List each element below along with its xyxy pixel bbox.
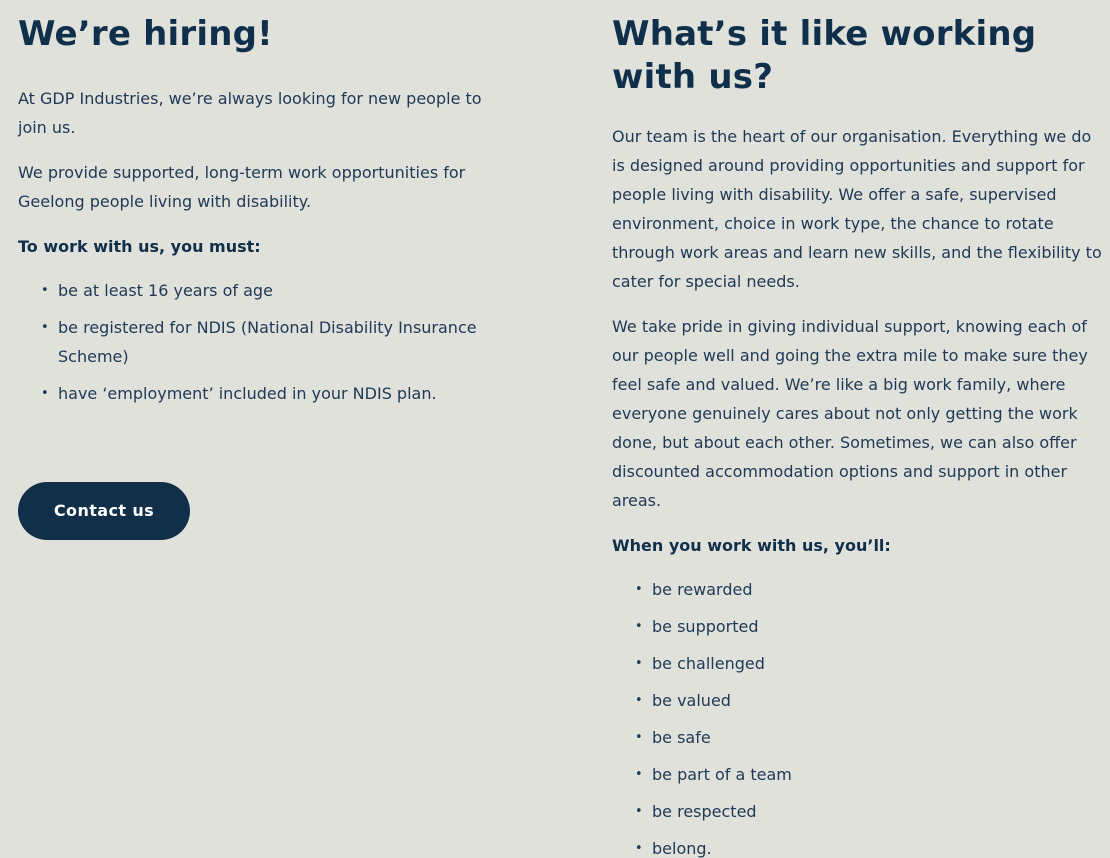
bullet-icon: • — [41, 386, 49, 401]
requirements-list — [18, 276, 508, 408]
requirement-item — [41, 276, 508, 305]
bullet-icon: • — [41, 320, 49, 335]
requirement-text: be at least 16 years of age — [58, 281, 273, 300]
bullet-icon: • — [635, 730, 643, 745]
bullet-icon: • — [635, 804, 643, 819]
benefit-item — [635, 686, 1102, 715]
contact-us-button[interactable]: Contact us — [18, 482, 190, 540]
bullet-icon: • — [635, 693, 643, 708]
support-paragraph: We take pride in giving individual support, knowing each of our people well and going the extra mile to make sure they feel safe and valued. We’re like a big work family, where everyone genuinely cares about not only getting the work done, but about each other. Sometimes, we can also offer discounted accommodation options and support in other areas. — [612, 317, 1088, 510]
bullet-icon: • — [41, 283, 49, 298]
benefit-item — [635, 612, 1102, 641]
benefit-text: be challenged — [652, 654, 765, 673]
benefit-item — [635, 649, 1102, 678]
benefit-item — [635, 834, 1102, 858]
hiring-section — [18, 0, 508, 520]
hiring-title: We’re hiring! — [18, 14, 273, 54]
bullet-icon: • — [635, 619, 643, 634]
benefit-text: be safe — [652, 728, 711, 747]
bullet-icon: • — [635, 582, 643, 597]
benefit-item — [635, 575, 1102, 604]
requirements-heading: To work with us, you must: — [18, 237, 261, 256]
requirement-text: have ‘employment’ included in your NDIS plan. — [58, 384, 437, 403]
benefits-heading: When you work with us, you’ll: — [612, 536, 891, 555]
hiring-intro-paragraph: At GDP Industries, we’re always looking for new people to join us. — [18, 89, 482, 137]
working-title: What’s it like working with us? — [612, 14, 1037, 97]
team-paragraph: Our team is the heart of our organisation. Everything we do is designed around providing opportunities and support for people living with disability. We offer a safe, supervised environment, choice in work type, the chance to rotate through work areas and learn new skills, and the flexibility to cater for special needs. — [612, 127, 1102, 291]
benefit-text: be supported — [652, 617, 759, 636]
requirement-item — [41, 379, 508, 408]
benefit-item — [635, 723, 1102, 752]
benefit-text: be part of a team — [652, 765, 792, 784]
benefit-text: be rewarded — [652, 580, 753, 599]
benefit-text: belong. — [652, 839, 712, 858]
working-with-us-section — [612, 0, 1102, 858]
requirement-text: be registered for NDIS (National Disability Insurance Scheme) — [58, 318, 477, 366]
bullet-icon: • — [635, 656, 643, 671]
benefit-item — [635, 797, 1102, 826]
hiring-opportunities-paragraph: We provide supported, long-term work opportunities for Geelong people living with disability. — [18, 163, 466, 211]
bullet-icon: • — [635, 841, 643, 856]
benefits-list — [612, 575, 1102, 858]
benefit-text: be valued — [652, 691, 731, 710]
bullet-icon: • — [635, 767, 643, 782]
benefit-text: be respected — [652, 802, 757, 821]
requirement-item — [41, 313, 508, 371]
benefit-item — [635, 760, 1102, 789]
